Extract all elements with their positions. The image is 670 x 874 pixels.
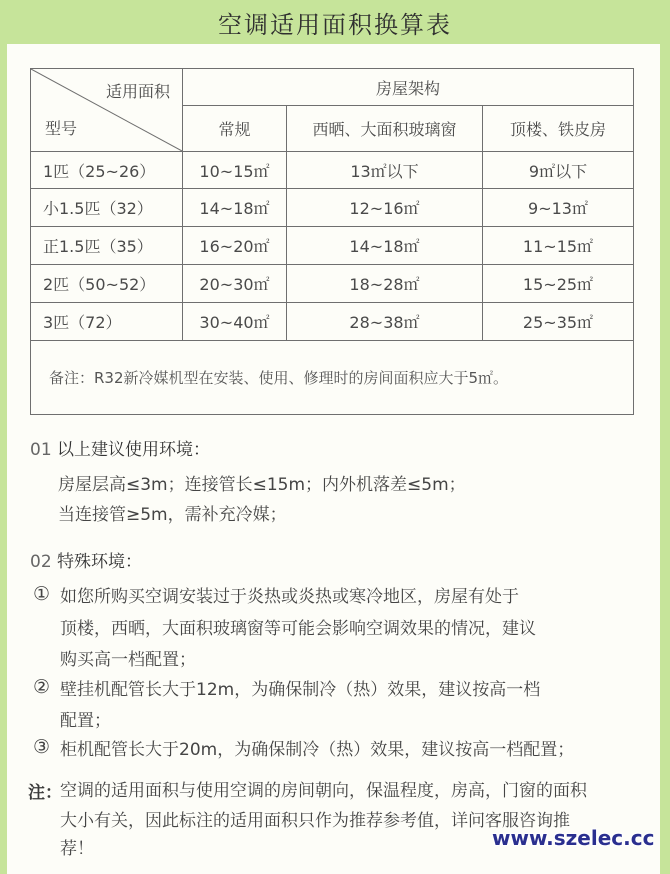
page-title: 空调适用面积换算表 [218, 10, 452, 39]
item-line: 配置； [60, 711, 111, 731]
item-marker: ② [33, 676, 51, 698]
model-cell: 小1.5匹（32） [31, 189, 183, 227]
area-cell: 20~30㎡ [183, 265, 287, 303]
area-cell: 12~16㎡ [287, 189, 483, 227]
corner-label-area: 适用面积 [105, 82, 170, 101]
item-marker: ① [33, 583, 51, 605]
note-line: 空调的适用面积与使用空调的房间朝向，保温程度，房高，门窗的面积 [60, 781, 587, 801]
area-cell: 18~28㎡ [287, 265, 483, 303]
note-label: 注： [28, 783, 62, 803]
item-line: 顶楼，西晒，大面积玻璃窗等可能会影响空调效果的情况，建议 [60, 619, 536, 639]
area-cell: 16~20㎡ [183, 227, 287, 265]
area-cell: 15~25㎡ [483, 265, 634, 303]
section2-title: 特殊环境： [57, 552, 143, 572]
model-cell: 1匹（25~26） [31, 152, 183, 189]
section1-number: 01 [30, 440, 52, 460]
section1-line: 房屋层高≤3m；连接管长≤15m；内外机落差≤5m； [58, 475, 466, 495]
column-header: 西晒、大面积玻璃窗 [287, 106, 483, 152]
table-corner-cell [31, 69, 183, 152]
item-line: 壁挂机配管长大于12m，为确保制冷（热）效果，建议按高一档 [60, 680, 541, 700]
table-row [31, 152, 634, 189]
table-row [31, 227, 634, 265]
item-marker: ③ [33, 736, 51, 758]
column-header: 顶楼、铁皮房 [483, 106, 634, 152]
area-cell: 9~13㎡ [483, 189, 634, 227]
table-remark: 备注：R32新冷媒机型在安装、使用、修理时的房间面积应大于5㎡。 [31, 341, 634, 415]
area-cell: 14~18㎡ [287, 227, 483, 265]
area-cell: 28~38㎡ [287, 303, 483, 341]
table-row [31, 265, 634, 303]
model-cell: 3匹（72） [31, 303, 183, 341]
area-cell: 30~40㎡ [183, 303, 287, 341]
title-bar [0, 0, 670, 44]
area-cell: 11~15㎡ [483, 227, 634, 265]
model-cell: 2匹（50~52） [31, 265, 183, 303]
table-row [31, 303, 634, 341]
section1-line: 当连接管≥5m，需补充冷媒； [58, 505, 287, 525]
area-conversion-table [30, 68, 634, 415]
corner-label-model: 型号 [45, 119, 78, 138]
item-line: 柜机配管长大于20m，为确保制冷（热）效果，建议按高一档配置； [60, 740, 575, 760]
area-cell: 25~35㎡ [483, 303, 634, 341]
item-line: 购买高一档配置； [60, 650, 196, 670]
watermark: www.szelec.cc [492, 826, 655, 850]
model-cell: 正1.5匹（35） [31, 227, 183, 265]
area-cell: 14~18㎡ [183, 189, 287, 227]
area-cell: 9㎡以下 [483, 152, 634, 189]
section1-title: 以上建议使用环境： [57, 440, 211, 460]
area-cell: 10~15㎡ [183, 152, 287, 189]
note-line: 大小有关，因此标注的适用面积只作为推荐参考值，详问客服咨询推 [60, 811, 570, 831]
section2-number: 02 [30, 552, 52, 572]
area-cell: 13㎡以下 [287, 152, 483, 189]
item-line: 如您所购买空调安装过于炎热或炎热或寒冷地区，房屋有处于 [60, 587, 519, 607]
column-header: 常规 [183, 106, 287, 152]
section2-heading [30, 548, 142, 576]
group-header: 房屋架构 [183, 69, 634, 106]
section1-heading [30, 436, 210, 464]
note-line: 荐！ [60, 839, 94, 859]
table-row [31, 189, 634, 227]
